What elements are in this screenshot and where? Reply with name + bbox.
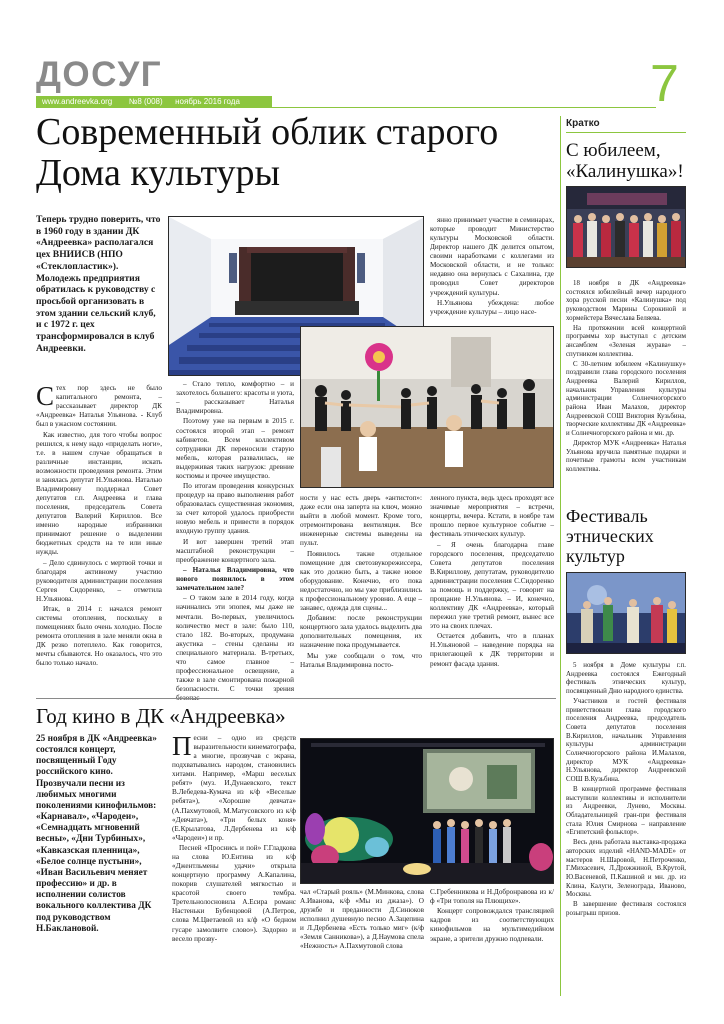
news1-title: С юбилеем, «Калинушка»! — [566, 140, 684, 182]
paragraph: Поэтому уже на первым в 2015 г. состоялся второй этап – ремонт кабинетов. Всем коллективом сотрудники ДК переносили старую мебель, которая развалилась, не выдерживая таких нагрузок: древние костюмы и прочее имущество. — [176, 417, 294, 480]
section-title: ДОСУГ — [36, 55, 163, 94]
dance-class-photo — [300, 326, 554, 488]
paragraph: – Стало тепло, комфортно – и захотелось большего: красоты и уюта, – рассказывает Наталья Владимировна. — [176, 380, 294, 416]
drop-cap: С — [36, 381, 55, 411]
news1-text — [566, 280, 686, 476]
paragraph: Весь день работала выставка-продажа авторских изделий «HAND-MADE» от мастеров Н.Шаровой, Н.Петроченко, Г.Михасевич, Л.Дрожжиной, В.Крутой, Ю.Васеневой, П.Кашиной и мн. др. из Клина, Калуги, Зеленограда, Иваново, Москвы. — [566, 839, 686, 899]
paragraph: Как известно, для того чтобы вопрос решился, к нему надо «приделать ноги», т.е. в нашем случае обращаться в различные инстанции, искать возможности проведения ремонта. Этим и занялась депутат Н.Ульянова. Наталью Владимировну поддержал Совет депутатов г.п. Андреевка и глава поселения, председатель Совета депутатов Валерий Кириллов. Все именно народные избранники принимают решение о выделении бюджетных средств на те или иные нужды. — [36, 430, 162, 557]
page-number: 7 — [650, 55, 679, 113]
paragraph: Н.Ульянова убеждена: любое учреждение культуры – лицо насе- — [430, 298, 554, 316]
paragraph: Добавим: после реконструкции концертного зала удалось выделить два дополнительных помещения, их назначение пока продумывается. — [300, 614, 422, 650]
choir-image — [567, 187, 686, 268]
paragraph: И вот завершен третий этап масштабной реконструкции – преображение концертного зала. — [176, 537, 294, 564]
paragraph: С.Гребенникова и Н.Добронравова из к/ф «Три тополя на Плющихе». — [430, 888, 554, 906]
paragraph: На протяжении всей концертной программы хор выступал с детским ансамблем «Зеленая журава» – спутником коллектива. — [566, 324, 686, 358]
section-divider — [36, 698, 556, 699]
paragraph: В концертной программе фестиваля выступили коллективы и исполнители из Андреевки, Лунево, Москвы. Обладательницей гран-при фестиваля стала Юлия Смирнова – направление «Египетский фольклор». — [566, 786, 686, 837]
article-column-4-top — [430, 216, 554, 318]
issue-number: №8 (008) — [128, 97, 163, 106]
article2-title: Год кино в ДК «Андреевка» — [36, 704, 286, 728]
paragraph: Участников и гостей фестиваля приветствовали глава городского поселения Андреевка, председатель Совета депутатов поселения В.Кириллов, начальник Управления культуры администрации Солнечногорского района И.Малахов, директор МУК «Андреевка» Н.Ульянова, директор Андреевской СОШ В.Кузьбина. — [566, 697, 686, 784]
article2-column-2 — [300, 888, 424, 953]
paragraph: – О таком зале в 2014 году, когда начинались эти эпопея, мы даже не мечтали. Во-первых, увеличилось количество мест в зале: было 110, стало 182. Во-вторых, продумана акустика – стены сделаны из специального материала. В-третьих, что самое главное – профессиональное освещение, а также в зале смонтирована пожарной безопасности. С точки зрения — [176, 594, 294, 693]
paragraph: По итогам проведения конкурсных процедур на право выполнения работ образовалась существенная экономия, за счет которой удалось приобрести новую мебель и привести в порядок входную группу здания. — [176, 482, 294, 536]
paragraph: С 30-летним юбилеем «Калинушку» поздравили глава городского поселения Андреевка Валерий Кириллов, начальник Управления культуры администрации Солнечногорского района Иван Малахов, директор Андреевской СОШ Виктория Кузьбина, творческие коллективы ДК «Андреевка» и Солнечногорского района и мн. др. — [566, 360, 686, 438]
festival-image — [567, 573, 686, 654]
paragraph: Мы уже сообщали о том, что Наталья Владимировна посто- — [300, 651, 422, 669]
sidebar-border — [560, 116, 561, 996]
paragraph: Появилось также отдельное помещение для светозвукорежиссера, как это должно быть, а также новое оборудование. Конечно, его пока недостаточно, но мы уже приблизились к профессиональному уровню. А еще – занавес, одежда для сцены... — [300, 549, 422, 612]
header-info-bar — [42, 96, 240, 108]
paragraph: Остается добавить, что в планах Н.Ульяновой – наведение порядка на прилегающей к ДК территории и ремонт фасада здания. — [430, 632, 554, 668]
paragraph: – Я очень благодарна главе городского поселения, председателю Совета депутатов поселения В.Кириллову, депутатам, руководителю администрации поселения С.Сидоренко за помощь и поддержку, – говорит на прощание Н.Ульянова. – И, конечно, коллективу ДК «Андреевка», который пережил уже третий ремонт, вынес все это на своих плечах. — [430, 540, 554, 631]
paragraph: 5 ноября в Доме культуры г.п. Андреевка состоялся Ежегодный фестиваль этнических культур, посвященный Дню народного единства. — [566, 662, 686, 696]
article2-column-1 — [172, 731, 296, 945]
article2-lead: 25 ноября в ДК «Андреевка» состоялся концерт, посвященный Году российского кино. Прозвучали песни из любимых многими поколениями кинофильмов: «Карнавал», «Чародеи», «Семнадцать мгновений весны», «Дни Турбиных», «Кавказская пленница», «Белое солнце пустыни», «Иван Васильевич меняет профессию» и др. в исполнении солистов вокального коллектива ДК под руководством Н.Баклановой. — [36, 734, 157, 934]
paragraph: Итак, в 2014 г. начался ремонт системы отопления, поскольку в помещениях было очень холодно. После ремонта отопления в зале меняли окна в ДК резко потеплело. Как говорится, мечты сбываются. Но оказалось, что это было только начало. — [36, 605, 162, 668]
paragraph: тех пор здесь не было капитального ремонта, – рассказывает директор ДК «Андреевка» Наталья Ульянова. - Клуб был в ужасном состоянии. — [36, 384, 162, 429]
paragraph: Концерт сопровождался трансляцией кадров из соответствующих кинофильмов на мультимедийном экране, а зрители дружно подпевали. — [430, 907, 554, 943]
paragraph: Директор МУК «Андреевка» Наталья Ульянова вручила памятные подарки и почетные грамоты всем участникам коллектива. — [566, 439, 686, 473]
news2-title: Фестиваль этнических культур — [566, 506, 654, 566]
sidebar-label-rule — [566, 132, 686, 133]
paragraph: В завершение фестиваля состоялся розыгрыш призов. — [566, 901, 686, 917]
concert-stage-image — [301, 739, 554, 884]
article-column-1 — [36, 381, 162, 670]
header-divider-line — [272, 107, 656, 108]
paragraph: ленного пункта, ведь здесь проходят все значимые мероприятия – встречи, концерты, вечера. Кстати, в ноябре там прошло первое культурное событие – фестиваль этнических культур. — [430, 494, 554, 539]
paragraph: – Дело сдвинулось с мертвой точки и благодаря активному участию руководителя администрации поселения Сергея Сидоренко, – отметила Н.Ульянова. — [36, 558, 162, 603]
article-column-3 — [300, 494, 422, 671]
article-column-4-bottom — [430, 494, 554, 670]
issue-date: ноябрь 2016 года — [175, 97, 240, 106]
paragraph: 18 ноября в ДК «Андреевка» состоялся юбилейный вечер народного хора русской песни «Калинушка» под руководством Марины Сорокиной и хормейстера Вячеслава Беляева. — [566, 280, 686, 322]
article-title: Современный облик старого Дома культуры — [36, 111, 499, 194]
paragraph: чал «Старый рояль» (М.Минкова, слова А.Иванова, к/ф «Мы из джаза»). О дружбе и преданности Д.Синюков исполнил душевную песню А.Зацепина и Л.Дербенева «Есть только миг» (к/ф «Земля Санникова»), а Д.Наумова спела «Нежность» А.Пахмутовой слова — [300, 888, 424, 951]
dance-class-image — [301, 327, 554, 488]
sidebar-label: Кратко — [566, 118, 600, 129]
paragraph: янно принимает участие в семинарах, которые проводит Министерство культуры Московской области. Директор нашего ДК делится опытом, своими наработками с коллегами из Московской области, и не только: недавно она вернулась с Сахалина, где проводил Совет директоров учреждений культуры. — [430, 216, 554, 297]
choir-photo — [566, 186, 686, 268]
article-lead: Теперь трудно поверить, что в 1960 году в здании ДК «Андреевка» располагался цех ВНИИСВ (НПО «Стеклопластик»). Молодежь предприятия обратилась к руководству с просьбой организовать в этом здании сельский клуб, и с 1972 г. цех трансформировался в клуб Андреевки. — [36, 214, 161, 354]
article2-column-3 — [430, 888, 554, 945]
paragraph: Песней «Проснись и пой» Г.Гладкова на слова Ю.Ентина из к/ф «Джентльмены удачи» открыла концертную программу А.Капалина, покорив слушателей мягкостью и красотой своего тембра. Третельнолосновила А.Есира романс Настеньки Бубенцовой (А.Петров, слова М.Цветаевой из к/ф «О бедном гусаре замолвите слово»). Задорно и весело прозву- — [172, 843, 296, 943]
interview-question: – Наталья Владимировна, что нового появилось в этом замечательном зале? — [176, 566, 294, 593]
drop-cap: П — [172, 731, 192, 761]
concert-stage-photo — [300, 738, 554, 884]
paragraph: ности у нас есть дверь «антистоп»: даже если она заперта на ключ, можно выйти в любой момент. Кроме того, отремонтирована вентиляция. Все инженерные системы выведены на пульт. — [300, 494, 422, 548]
website-link[interactable]: www.andreevka.org — [42, 97, 113, 106]
news2-text — [566, 662, 686, 920]
paragraph: есни – одно из средств выразительности кинематографа, а многие, прозвучав с экрана, подхватывались народом, становились хитами. Например, «Марш веселых ребят» (муз. И.Дунаевского, текст В.Лебедева-Кумача из к/ф «Веселые ребята»), «Хорошие девчата» (А.Пахмутовой, М.Матусовского из к/ф «Девчата»), «Три белых коня» (Е.Крылатова, Л.Дербенева из к/ф «Чародеи») и пр. — [172, 734, 296, 842]
festival-photo — [566, 572, 686, 654]
article-column-2 — [176, 380, 294, 704]
